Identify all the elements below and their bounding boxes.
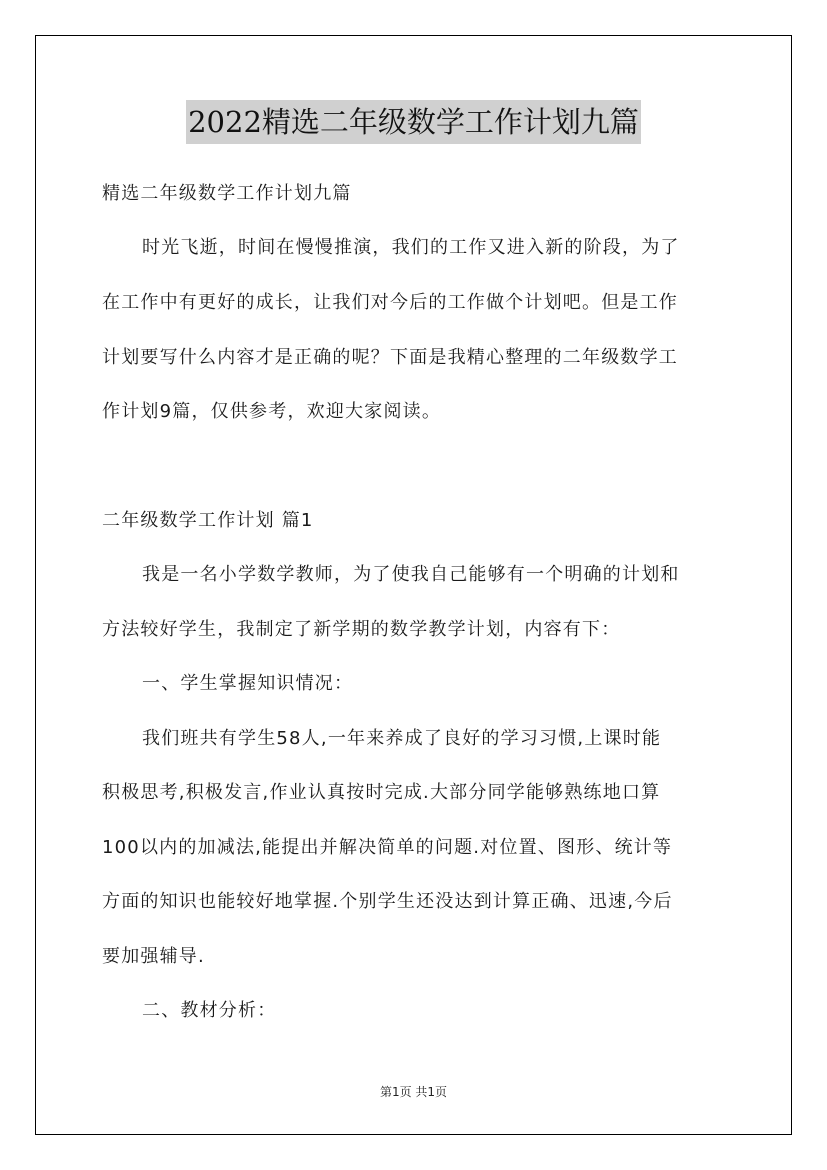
para2-line-1: 我们班共有学生58人,一年来养成了良好的学习习惯,上课时能 xyxy=(142,728,662,749)
para2-line-3: 100以内的加减法,能提出并解决简单的问题.对位置、图形、统计等 xyxy=(102,837,673,858)
document-subtitle: 精选二年级数学工作计划九篇 xyxy=(102,183,352,204)
section1-line-1: 我是一名小学数学教师，为了使我自己能够有一个明确的计划和 xyxy=(142,564,680,585)
subheading-textbook: 二、教材分析： xyxy=(142,1000,277,1021)
section1-line-2: 方法较好学生，我制定了新学期的数学教学计划，内容有下： xyxy=(102,619,621,640)
page-footer: 第1页 共1页 xyxy=(379,1085,448,1099)
subheading-knowledge: 一、学生掌握知识情况： xyxy=(142,673,354,694)
para2-line-5: 要加强辅导. xyxy=(102,946,205,967)
section-heading: 二年级数学工作计划 篇1 xyxy=(102,510,314,531)
document-title-block xyxy=(0,100,827,144)
intro-line-3: 计划要写什么内容才是正确的呢？下面是我精心整理的二年级数学工 xyxy=(102,347,678,368)
document-title: 2022精选二年级数学工作计划九篇 xyxy=(186,100,641,144)
intro-line-1: 时光飞逝，时间在慢慢推演，我们的工作又进入新的阶段，为了 xyxy=(142,237,680,258)
para2-line-4: 方面的知识也能较好地掌握.个别学生还没达到计算正确、迅速,今后 xyxy=(102,891,673,912)
para2-line-2: 积极思考,积极发言,作业认真按时完成.大部分同学能够熟练地口算 xyxy=(102,782,661,803)
intro-line-4: 作计划9篇，仅供参考，欢迎大家阅读。 xyxy=(102,401,442,422)
intro-line-2: 在工作中有更好的成长，让我们对今后的工作做个计划吧。但是工作 xyxy=(102,292,678,313)
